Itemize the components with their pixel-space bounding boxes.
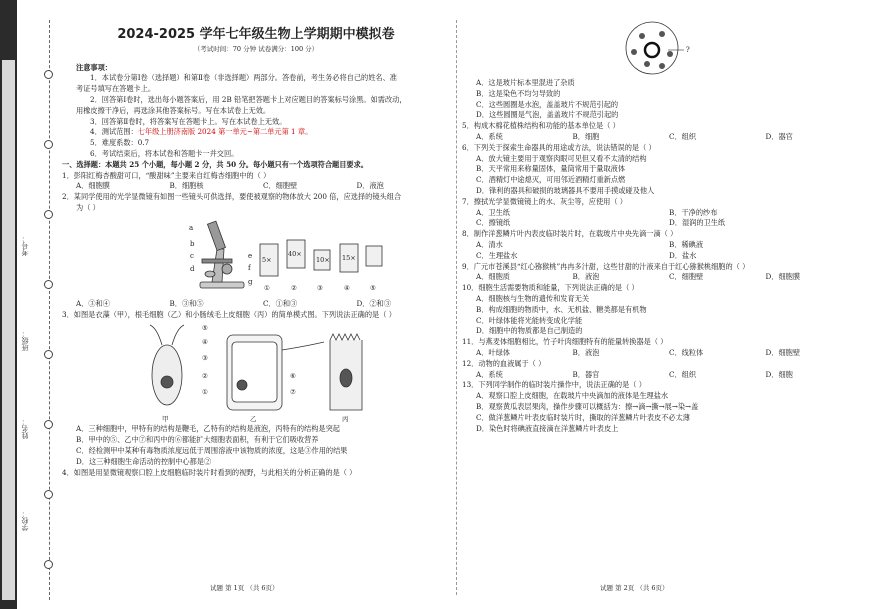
lens-num-5: ⑤ [370,283,376,292]
option: B．稀碘液 [669,239,704,249]
option: D．细胞膜 [765,272,801,282]
option: C．①和③ [263,298,298,308]
question-stem: 6．下列关于探索生命器具的用途或方法，说法错误的是（ ） [462,142,656,152]
option: C．做洋葱鳞片叶表皮临时装片时，撕取的洋葱鳞片叶表皮不必太薄 [476,412,690,422]
cells-figure [62,320,450,424]
option: D．锋利的器具和破损的玻璃器具不要用手摸或碰及他人 [476,185,655,195]
scope-label-c: c [190,251,194,260]
option: D．细胞壁 [765,347,801,357]
option: C．酒精灯中途熄灭，可用邻近酒精灯重新点燃 [476,175,626,185]
cell-bing [330,334,362,410]
left-column [62,20,450,478]
notes-heading: 注意事项： [76,62,112,72]
option: B．液泡 [572,272,600,282]
option: C．这些圆圈是水泡，盖盖玻片不规范引起的 [476,99,619,109]
option: B．这是染色不均匀导致的 [476,88,561,98]
option: A．③和④ [76,298,110,308]
school-label: 学校： [21,510,29,531]
option: D．液泡 [356,181,384,191]
option: C．细胞壁 [669,272,704,282]
right-column [462,20,862,434]
option: D．染色时将碘液直接滴在洋葱鳞片叶表皮上 [476,423,619,433]
microscope-view-figure [462,20,862,78]
question-stem: 2．某同学使用的光学显微镜有如图一些镜头可供选择，要使被观察的物体放大 200 倍，应选择的镜头组合 [62,192,402,202]
note-line: 用橡皮擦干净后，再选涂其他答案标号。写在本试卷上无效。 [76,105,271,115]
question-stem: 13．下列同学制作的临时装片操作中，说法正确的是（ ） [462,380,646,390]
option: B．甲中的⑤、乙中⑦和丙中的⑥都能扩大细胞表面积，有利于它们吸收营养 [76,435,319,445]
option: A．观察口腔上皮细胞，在载玻片中央滴加的液体是生理盐水 [476,391,669,401]
options-row [462,208,862,219]
option: C．组织 [669,131,697,141]
question-stem: 11．与燕麦体细胞相比，竹子叶肉细胞特有的能量转换器是（ ） [462,337,668,347]
question-stem: 9．广元市苍溪县“红心猕猴桃”冉冉多汁甜，这些甘甜的汁液来自于红心猕猴桃细胞的（ ） [462,261,750,271]
marker-6: ⑥ [290,372,296,381]
question-stem: 3．如图是衣藻（甲），根毛细胞（乙）和小肠绒毛上皮细胞（丙）的简单模式图。下列说法正确的是（ ） [62,309,396,319]
question-stem: 5．构成木棉花植株结构和功能的基本单位是（ ） [462,121,620,131]
marker-7: ⑦ [290,388,296,397]
option: D．器官 [765,131,793,141]
option: B．观察黄瓜表层果肉，操作步骤可以概括为：擦→滴→撕→展→染→盖 [476,401,699,411]
options-row [462,132,862,143]
note-scope: 4．测试范围：七年级上册济南版 2024 第一单元~第二单元第 1 章。 [90,127,313,137]
scope-label-f: f [248,263,251,272]
option: A．放大镜主要用于观察肉眼可见但又看不太清的结构 [476,153,647,163]
section-heading: 一、选择题：本题共 25 个小题，每小题 2 分，共 50 分。每小题只有一个选项符合题目要求。 [62,159,368,169]
note-line: 3．回答第Ⅱ卷时，将答案写在答题卡上。写在本试卷上无效。 [90,116,287,126]
microscope-figure [62,214,450,299]
note-line: 1．本试卷分第Ⅰ卷（选择题）和第Ⅱ卷（非选择题）两部分。答卷前，考生务必将自己的姓名、准 [90,73,397,83]
option: C．组织 [669,369,697,379]
option: A．卫生纸 [476,207,510,217]
lens-mark-3: 10× [316,255,330,264]
option: D．这三种细胞生命活动的控制中心都是② [76,456,212,466]
marker-1: ① [202,388,208,397]
option: D．细胞 [765,369,793,379]
cell-name-jia: 甲 [162,415,169,424]
cell-name-bing: 丙 [342,415,349,424]
options-row [462,240,862,251]
class-label: 班级： [21,330,29,351]
scope-text: 七年级上册济南版 2024 第一单元~第二单元第 1 章。 [137,127,313,137]
option: A．系统 [476,131,503,141]
option: B．细胞 [572,131,600,141]
option: A．细胞核与生物的遗传和发育无关 [476,293,590,303]
right-question-list [462,121,862,434]
option: A．这是玻片标本里混进了杂质 [476,78,575,87]
option: C．叶绿体能将光能转变成化学能 [476,315,583,325]
option: D．②和③ [356,298,392,308]
scope-label-g: g [248,277,253,286]
options-row [62,299,450,310]
footer-left: 试题 第 1页 （共 6页） [210,584,279,592]
option: C．擦镜纸 [476,218,511,228]
option: B．③和⑤ [169,298,204,308]
option: A．细胞质 [476,272,510,282]
scope-label-b: b [190,239,195,248]
scope-label-a: a [189,223,194,232]
cell-name-yi: 乙 [250,415,257,424]
lens-num-3: ③ [317,283,323,292]
option: C．经检测甲中某种有毒物质浓度远低于周围溶液中该物质的浓度，这是③作用的结果 [76,445,348,455]
binding-margin [17,0,55,609]
options-row [462,272,862,283]
cell-yi [227,335,324,410]
exam-subtitle: （考试时间：70 分钟 试卷满分：100 分） [193,44,319,53]
question-stem-cont: 为（ ） [76,202,100,212]
option: A．细胞膜 [76,181,110,191]
option: B．天平常用来称量固体，量筒常用于量取液体 [476,164,626,174]
footer-right: 试题 第 2页 （共 6页） [600,584,669,592]
question-stem: 12．动物的血液属于（ ） [462,358,546,368]
marker-2: ② [202,372,208,381]
question-stem: 10．细胞生活需要物质和能量，下列说法正确的是（ ） [462,283,639,293]
question-stem: 7．擦拭光学显微镜镜上的水、灰尘等，应使用（ ） [462,196,627,206]
view-mark: ? [686,46,690,54]
option: B．构成细胞的物质中，水、无机盐、糖类都是有机物 [476,304,647,314]
option: B．细胞核 [169,181,204,191]
note-line: 5．难度系数：0.7 [90,138,150,148]
page-title: 2024-2025 学年七年级生物上学期期中模拟卷 [117,27,395,42]
microscope-lens-diagram [62,214,450,299]
option: D．这些圆圈是气泡，盖盖玻片不规范引起的 [476,110,619,120]
examno-label: 考号： [21,235,29,256]
question-stem: 8．制作洋葱鳞片叶内表皮临时装片时，在载玻片中央先滴一滴（ ） [462,229,678,239]
scope-label-d: d [190,264,195,273]
options-row [462,251,862,262]
marker-4: ④ [202,338,208,347]
binding-edge-bar [0,0,17,609]
cell-jia [150,325,184,405]
name-label: 姓名： [21,418,29,439]
note-line: 6．考试结束后，将本试卷和答题卡一并交回。 [90,148,239,158]
lens-mark-4: 15× [342,253,356,262]
lens-5 [366,246,382,266]
option: A．系统 [476,369,503,379]
option: B．液泡 [572,347,600,357]
scope-label-e: e [248,251,253,260]
options-row [462,218,862,229]
option: D．盐水 [669,250,697,260]
question-stem: 1．彭阳红梅杏酸甜可口，“酸甜味”主要来自红梅杏细胞中的（ ） [62,170,271,180]
option: A．叶绿体 [476,347,510,357]
note-line: 2．回答第Ⅰ卷时，选出每小题答案后，用 2B 铅笔把答题卡上对应题目的答案标号涂黑。如需改动， [90,94,407,104]
option: D．细胞中的物质都是自己制造的 [476,326,583,336]
question-stem: 4．如图是用显微镜观察口腔上皮细胞临时装片时看到的视野，与此相关的分析正确的是（ ） [62,467,357,477]
column-divider [456,20,457,595]
lens-mark-2: 40× [288,249,302,258]
lens-num-2: ② [291,283,297,292]
microscope-view [462,20,862,78]
marker-5: ⑤ [202,324,208,333]
option: B．器官 [572,369,600,379]
option: D．湿润的卫生纸 [669,218,726,228]
microscope-icon [200,221,244,288]
note-line: 考证号填写在答题卡上。 [76,84,156,94]
lens-num-1: ① [264,283,270,292]
options-row [462,370,862,381]
lens-mark-1: 5× [262,255,272,264]
lens-num-4: ④ [344,283,350,292]
options-row [462,348,862,359]
option: A．清水 [476,239,503,249]
option: C．线粒体 [669,347,704,357]
option: C．生理盐水 [476,250,518,260]
option: B．干净的纱布 [669,207,718,217]
option: A．三种细胞中，甲特有的结构是鞭毛，乙特有的结构是液泡，丙特有的结构是突起 [76,424,340,434]
option: C．细胞壁 [263,181,298,191]
cells-diagram [62,320,450,424]
options-row [62,181,450,192]
marker-3: ③ [202,354,208,363]
